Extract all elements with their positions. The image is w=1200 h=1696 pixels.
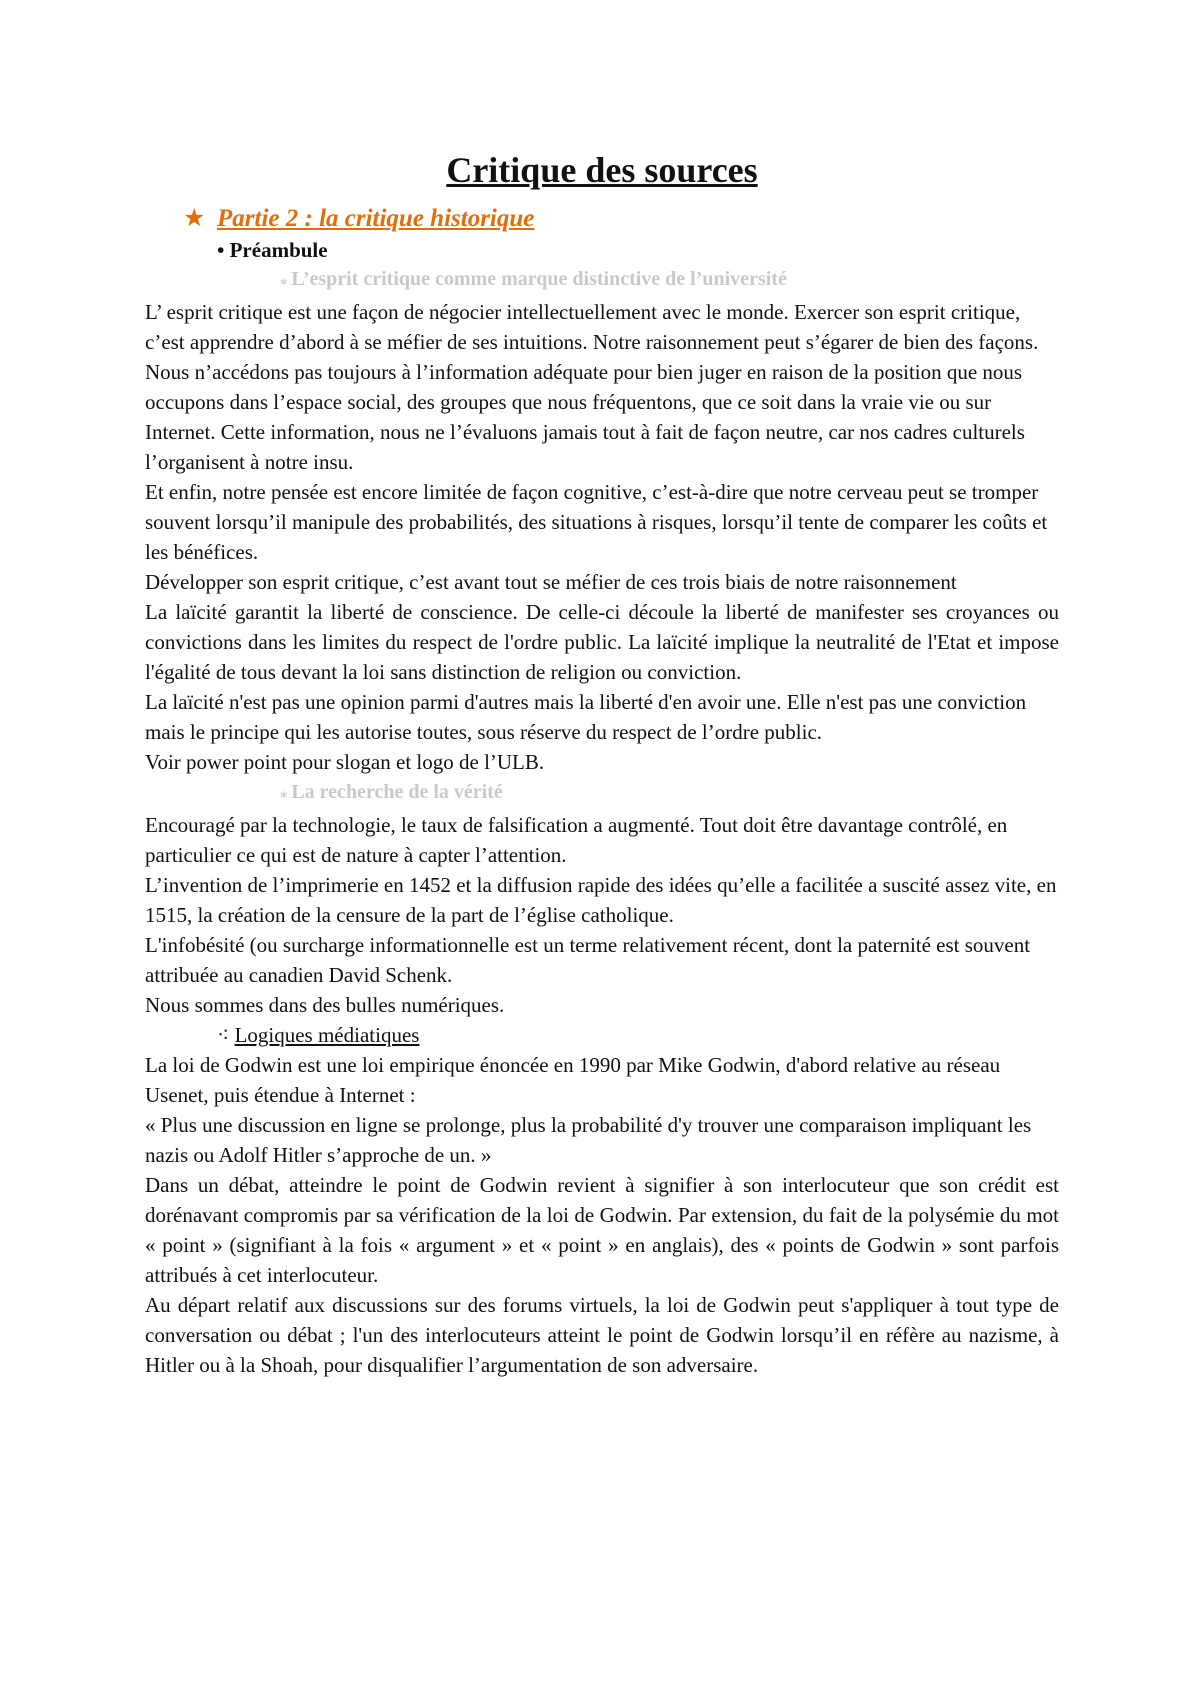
paragraph: Voir power point pour slogan et logo de l’ULB. bbox=[145, 750, 545, 774]
paragraph: L’ esprit critique est une façon de négocier intellectuellement avec le monde. Exercer son esprit critique, c’est apprendre d’abord à se méfier de ses intuitions. Notre raisonnement peut s’égarer de bien des façons. bbox=[145, 300, 1039, 354]
paragraph: L'infobésité (ou surcharge informationnelle est un terme relativement récent, dont la paternité est souvent attribuée au canadien David Schenk. bbox=[145, 933, 1031, 987]
preambule-heading bbox=[217, 236, 1059, 264]
section-heading-logiques-mediatiques bbox=[217, 1020, 1059, 1050]
paragraph: La laïcité garantit la liberté de conscience. De celle-ci découle la liberté de manifester ses croyances ou convictions dans les limites du respect de l'ordre public. La laïcité implique la neutralité de l'Etat et impose l'égalité de tous devant la loi sans distinction de religion ou conviction. bbox=[145, 600, 1059, 684]
paragraph: Au départ relatif aux discussions sur des forums virtuels, la loi de Godwin peut s'appliquer à tout type de conversation ou débat ; l'un des interlocuteurs atteint le point de Godwin lorsqu’il en réfère au nazisme, à Hitler ou à la Shoah, pour disqualifier l’argumentation de son adversaire. bbox=[145, 1293, 1059, 1377]
paragraph: La loi de Godwin est une loi empirique énoncée en 1990 par Mike Godwin, d'abord relative au réseau Usenet, puis étendue à Internet : bbox=[145, 1053, 1001, 1107]
paragraph: L’invention de l’imprimerie en 1452 et la diffusion rapide des idées qu’elle a facilitée a suscité assez vite, en 1515, la création de la censure de la part de l’église catholique. bbox=[145, 873, 1057, 927]
paragraph: La laïcité n'est pas une opinion parmi d'autres mais la liberté d'en avoir une. Elle n'est pas une conviction mais le principe qui les autorise toutes, sous réserve du respect de l’ordre public. bbox=[145, 690, 1027, 744]
paragraph: Nous n’accédons pas toujours à l’information adéquate pour bien juger en raison de la position que nous occupons dans l’espace social, des groupes que nous fréquentons, que ce soit dans la vraie vie ou sur Internet. Cette information, nous ne l’évaluons jamais tout à fait de façon neutre, car nos cadres culturels l’organisent à notre insu. bbox=[145, 360, 1025, 474]
star-icon: ★ bbox=[183, 205, 206, 232]
section-title: L’esprit critique comme marque distinctive de l’université bbox=[291, 268, 787, 290]
paragraph: Encouragé par la technologie, le taux de falsification a augmenté. Tout doit être davantage contrôlé, en particulier ce qui est de nature à capter l’attention. bbox=[145, 813, 1008, 867]
paragraph: « Plus une discussion en ligne se prolonge, plus la probabilité d'y trouver une comparaison impliquant les nazis ou Adolf Hitler s’approche de un. » bbox=[145, 1113, 1032, 1167]
part-heading-label: Partie 2 : la critique historique bbox=[217, 205, 535, 232]
section-heading-recherche-verite bbox=[280, 777, 1059, 810]
paragraph: Et enfin, notre pensée est encore limitée de façon cognitive, c’est-à-dire que notre cerveau peut se tromper souvent lorsqu’il manipule des probabilités, des situations à risques, lorsqu’il tente de comparer les coûts et les bénéfices. bbox=[145, 480, 1048, 564]
document-title: Critique des sources bbox=[446, 150, 758, 190]
paragraph: Développer son esprit critique, c’est avant tout se méfier de ces trois biais de notre raisonnement bbox=[145, 570, 957, 594]
section-title: Logiques médiatiques bbox=[234, 1023, 420, 1047]
document-page bbox=[145, 148, 1059, 1380]
asterisk-icon: ⁎ bbox=[280, 787, 288, 802]
section-heading-esprit-critique bbox=[280, 264, 1059, 297]
section-title: La recherche de la vérité bbox=[291, 781, 503, 803]
dots-icon: ⁖ bbox=[217, 1023, 230, 1047]
part-heading bbox=[183, 202, 1059, 236]
paragraph: Nous sommes dans des bulles numériques. bbox=[145, 993, 505, 1017]
asterisk-icon: ⁎ bbox=[280, 274, 288, 289]
paragraph: Dans un débat, atteindre le point de Godwin revient à signifier à son interlocuteur que son crédit est dorénavant compromis par sa vérification de la loi de Godwin. Par extension, du fait de la polysémie du mot « point » (signifiant à la fois « argument » et « point » en anglais), des « points de Godwin » sont parfois attribués à cet interlocuteur. bbox=[145, 1173, 1059, 1287]
preambule-label: Préambule bbox=[229, 238, 328, 262]
bullet-icon: • bbox=[217, 238, 225, 262]
